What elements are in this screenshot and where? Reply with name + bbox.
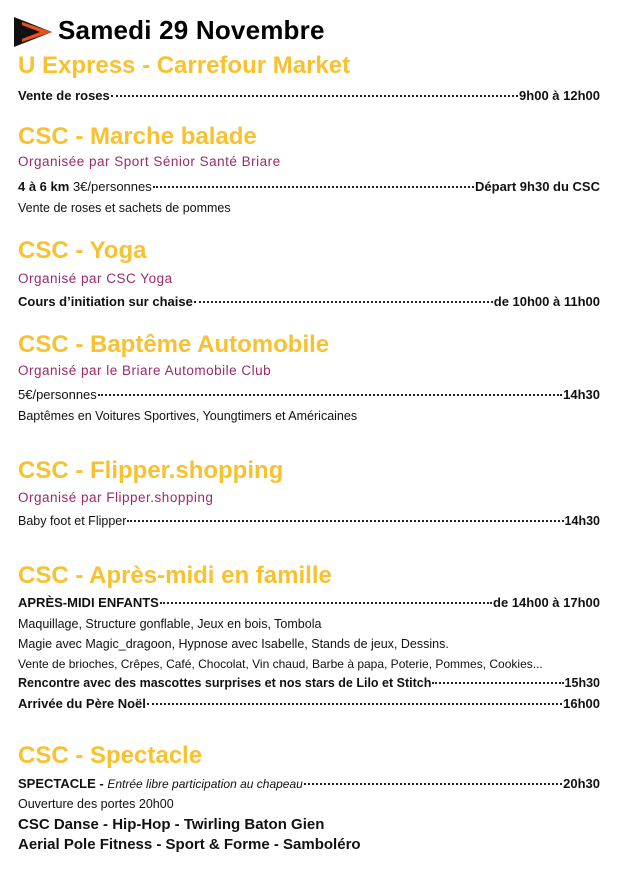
line-label: SPECTACLE - — [18, 776, 104, 791]
note: Ouverture des portes 20h00 — [18, 797, 174, 811]
section-heading: CSC - Yoga — [18, 237, 147, 264]
schedule-line — [18, 595, 600, 610]
schedule-line — [18, 514, 600, 528]
schedule-line — [18, 294, 600, 309]
dot-leader — [160, 602, 492, 604]
schedule-line — [18, 179, 600, 194]
section-heading: CSC - Spectacle — [18, 742, 203, 769]
line-label: Arrivée du Père Noël — [18, 696, 146, 711]
section-heading: U Express - Carrefour Market — [18, 52, 351, 79]
dot-leader — [147, 703, 562, 705]
line-label-italic: Entrée libre participation au chapeau — [107, 777, 303, 791]
note: Baptêmes en Voitures Sportives, Youngtimers et Américaines — [18, 409, 358, 423]
line-time: de 10h00 à 11h00 — [493, 294, 600, 309]
dot-leader — [98, 394, 562, 396]
dot-leader — [153, 186, 474, 188]
line-label: Cours d’initiation sur chaise — [18, 294, 193, 309]
section-heading: CSC - Après-midi en famille — [18, 562, 332, 589]
schedule-line — [18, 387, 600, 402]
line-label: 3€/personnes — [72, 179, 152, 194]
line-label-bold: 4 à 6 km — [18, 179, 70, 194]
line-time: 20h30 — [563, 776, 600, 791]
note: Maquillage, Structure gonflable, Jeux en bois, Tombola — [18, 617, 322, 631]
dot-leader — [127, 520, 563, 522]
organizer: Organisé par le Briare Automobile Club — [18, 363, 272, 378]
line-time: 15h30 — [564, 676, 600, 690]
schedule-line — [18, 776, 600, 791]
line-label: Rencontre avec des mascottes surprises et nos stars de Lilo et Stitch — [18, 676, 432, 690]
performer-list: CSC Danse - Hip-Hop - Twirling Baton Gien — [18, 816, 325, 833]
page-title: Samedi 29 Novembre — [58, 15, 325, 45]
line-time: de 14h00 à 17h00 — [493, 595, 600, 610]
line-label: APRÈS-MIDI ENFANTS — [18, 595, 159, 610]
note: Vente de brioches, Crêpes, Café, Chocolat, Vin chaud, Barbe à papa, Poterie, Pommes, Cookies... — [18, 657, 543, 671]
dot-leader — [194, 301, 493, 303]
performer-list: Aerial Pole Fitness - Sport & Forme - Samboléro — [18, 836, 361, 853]
section-heading: CSC - Marche balade — [18, 123, 257, 150]
organizer: Organisé par Flipper.shopping — [18, 490, 214, 505]
schedule-line — [18, 676, 600, 690]
dot-leader — [111, 95, 518, 97]
line-time: 16h00 — [563, 696, 600, 711]
dot-leader — [432, 682, 563, 684]
line-time: Départ 9h30 du CSC — [475, 179, 600, 194]
note: Vente de roses et sachets de pommes — [18, 201, 231, 215]
section-heading: CSC - Flipper.shopping — [18, 457, 284, 484]
line-label: Baby foot et Flipper — [18, 514, 127, 528]
line-label: Vente de roses — [18, 88, 110, 103]
line-time: 9h00 à 12h00 — [519, 88, 600, 103]
note: Magie avec Magic_dragoon, Hypnose avec Isabelle, Stands de jeux, Dessins. — [18, 637, 449, 651]
schedule-line — [18, 696, 600, 711]
line-label: 5€/personnes — [18, 387, 97, 402]
section-heading: CSC - Baptême Automobile — [18, 331, 330, 358]
dot-leader — [304, 783, 562, 785]
schedule-line — [18, 88, 600, 103]
line-time: 14h30 — [564, 514, 600, 528]
organizer: Organisée par Sport Sénior Santé Briare — [18, 154, 281, 169]
organizer: Organisé par CSC Yoga — [18, 271, 173, 286]
line-time: 14h30 — [563, 387, 600, 402]
